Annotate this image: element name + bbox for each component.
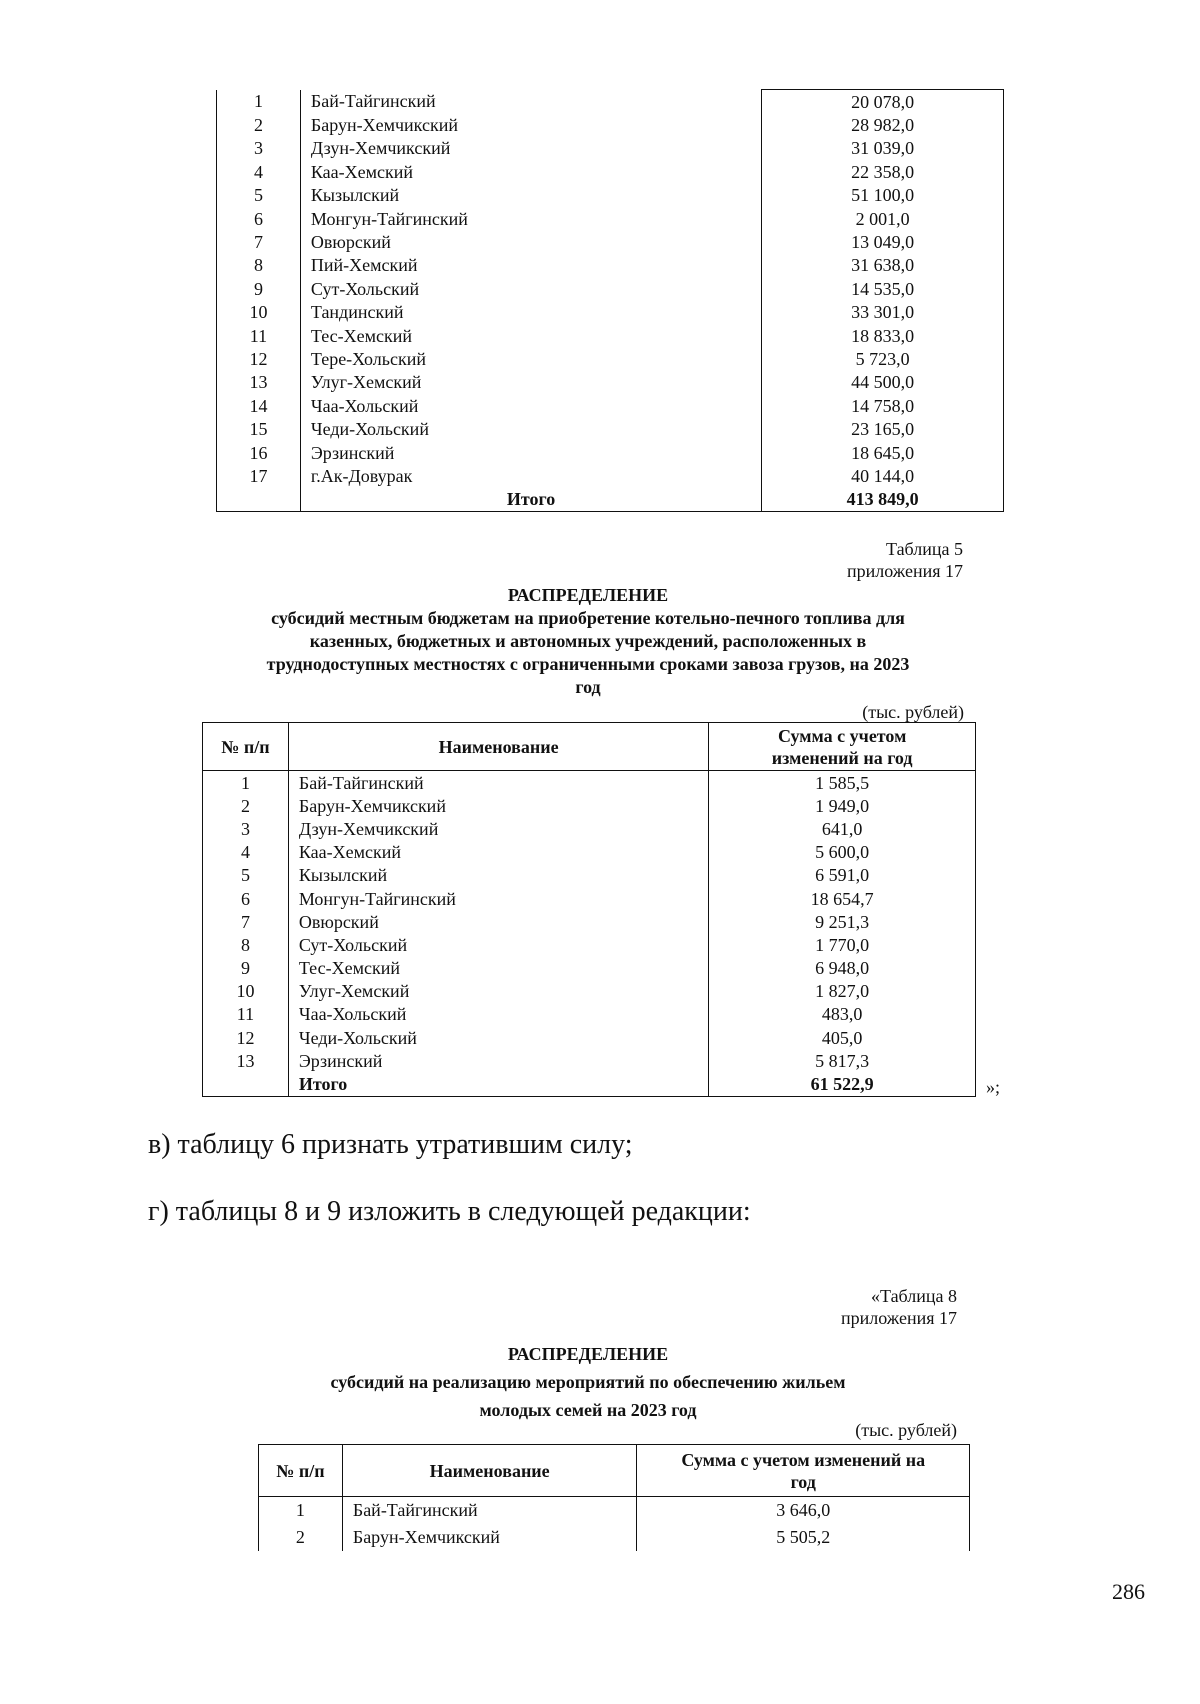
row-name: Дзун-Хемчикский: [288, 817, 708, 840]
table-row: [203, 841, 976, 864]
row-number: 15: [217, 417, 301, 440]
row-sum: 405,0: [709, 1026, 976, 1049]
row-name: Кызылский: [288, 864, 708, 887]
table5-heading: [150, 584, 1026, 699]
row-name: Чаа-Хольский: [310, 395, 419, 416]
row-sum: 51 100,0: [762, 184, 1004, 207]
row-sum: 44 500,0: [762, 371, 1004, 394]
table5-header-name: Наименование: [288, 723, 708, 771]
row-number: 17: [217, 464, 301, 487]
row-sum: 33 301,0: [762, 301, 1004, 324]
table-row: [203, 933, 976, 956]
row-name: Дзун-Хемчикский: [310, 138, 451, 159]
table-row: [203, 957, 976, 980]
row-name: Бай-Тайгинский: [288, 771, 708, 795]
table5-header-sum: [709, 723, 976, 771]
row-sum: 5 505,2: [776, 1527, 831, 1547]
table5-units: (тыс. рублей): [862, 702, 964, 722]
table-row: [217, 277, 1004, 300]
total-row: [203, 1072, 976, 1096]
total-label: Итого: [288, 1072, 708, 1096]
page-number: 286: [1112, 1579, 1145, 1604]
row-sum: 18 833,0: [762, 324, 1004, 347]
row-sum: 3 646,0: [776, 1500, 831, 1521]
row-number: 3: [203, 817, 289, 840]
table5-caption-line1: Таблица 5: [886, 539, 963, 559]
table8-units: (тыс. рублей): [855, 1420, 957, 1440]
table-row: [203, 1003, 976, 1026]
table8-caption-line2: приложения 17: [840, 1308, 957, 1328]
row-number: 7: [203, 910, 289, 933]
table-row: [217, 137, 1004, 160]
table-continuation: [216, 89, 1004, 512]
row-sum: 40 144,0: [762, 464, 1004, 487]
table5-header-sum-line1: Сумма с учетом: [777, 725, 907, 746]
row-number: 2: [259, 1524, 343, 1551]
table-row: [203, 864, 976, 887]
row-number: 5: [203, 864, 289, 887]
row-name: Каа-Хемский: [310, 161, 414, 182]
table5-header-sum-line2: изменений на год: [771, 747, 913, 768]
row-sum: 20 078,0: [762, 90, 1004, 114]
row-number: 12: [217, 347, 301, 370]
row-name: Барун-Хемчикский: [310, 115, 458, 136]
row-name: Овюрский: [310, 232, 391, 253]
total-num-cell: [203, 1072, 289, 1096]
row-number: 1: [203, 771, 289, 795]
row-name: Барун-Хемчикский: [342, 1524, 637, 1551]
row-number: 2: [217, 113, 301, 136]
table5-header-row: [203, 723, 976, 771]
row-sum: 6 948,0: [709, 957, 976, 980]
row-sum: 28 982,0: [762, 113, 1004, 136]
row-number: 8: [217, 254, 301, 277]
table-row: [259, 1524, 970, 1551]
row-number: 4: [203, 841, 289, 864]
row-sum: 23 165,0: [762, 417, 1004, 440]
table-row: [217, 324, 1004, 347]
total-value: 413 849,0: [762, 488, 1004, 512]
row-number: 8: [203, 933, 289, 956]
row-number: 1: [259, 1497, 343, 1524]
table5-subtitle-line2: казенных, бюджетных и автономных учреждений, расположенных в: [309, 631, 867, 651]
table-row: [203, 887, 976, 910]
table-row: [203, 794, 976, 817]
row-sum: 1 949,0: [709, 794, 976, 817]
row-number: 3: [217, 137, 301, 160]
row-sum: 18 645,0: [762, 441, 1004, 464]
table8-title: РАСПРЕДЕЛЕНИЕ: [507, 1344, 669, 1364]
table8-subtitle-line1: субсидий на реализацию мероприятий по обеспечению жильем: [330, 1372, 846, 1392]
row-number: 6: [217, 207, 301, 230]
row-name: Бай-Тайгинский: [310, 91, 436, 112]
row-number: 11: [203, 1003, 289, 1026]
row-number: 5: [217, 184, 301, 207]
table-row: [217, 207, 1004, 230]
row-name: Сут-Хольский: [288, 933, 708, 956]
row-sum: 18 654,7: [709, 887, 976, 910]
table-row: [217, 301, 1004, 324]
row-name: Улуг-Хемский: [288, 980, 708, 1003]
row-name: Улуг-Хемский: [310, 372, 422, 393]
table5-caption-line2: приложения 17: [846, 561, 963, 581]
table-row: [259, 1497, 970, 1524]
table-row: [203, 1049, 976, 1072]
row-sum: 6 591,0: [709, 864, 976, 887]
row-number: 6: [203, 887, 289, 910]
row-name: Тес-Хемский: [288, 957, 708, 980]
table8-header-row: [259, 1445, 970, 1497]
row-sum: 1 770,0: [709, 933, 976, 956]
row-name: Чаа-Хольский: [288, 1003, 708, 1026]
row-number: 11: [217, 324, 301, 347]
table-row: [217, 441, 1004, 464]
row-number: 14: [217, 394, 301, 417]
row-name: Бай-Тайгинский: [342, 1497, 637, 1524]
table5-subtitle-line4: год: [575, 677, 601, 697]
row-sum: 2 001,0: [762, 207, 1004, 230]
total-row: [217, 488, 1004, 512]
total-num-cell: [217, 488, 301, 512]
table-row: [203, 1026, 976, 1049]
row-sum: 5 723,0: [762, 347, 1004, 370]
row-sum: 9 251,3: [709, 910, 976, 933]
table8-header-sum-line2: год: [790, 1471, 816, 1492]
row-name: г.Ак-Довурак: [310, 465, 413, 486]
row-name: Кызылский: [310, 185, 400, 206]
table5: [202, 722, 976, 1097]
row-sum: 5 817,3: [709, 1049, 976, 1072]
row-number: 2: [203, 794, 289, 817]
row-number: 10: [203, 980, 289, 1003]
table-row: [217, 184, 1004, 207]
row-number: 16: [217, 441, 301, 464]
row-name: Тере-Хольский: [310, 348, 426, 369]
table-row: [217, 371, 1004, 394]
row-name: Чеди-Хольский: [288, 1026, 708, 1049]
row-name: Эрзинский: [310, 442, 395, 463]
paragraph-v: в) таблицу 6 признать утратившим силу;: [148, 1129, 633, 1160]
table8-heading: [200, 1340, 976, 1424]
table5-closing-mark: »;: [986, 1077, 1001, 1097]
table-row: [203, 980, 976, 1003]
table8-caption-line1: «Таблица 8: [871, 1286, 957, 1306]
row-sum: 31 039,0: [762, 137, 1004, 160]
table8: [258, 1444, 970, 1551]
table-row: [217, 230, 1004, 253]
row-name: Барун-Хемчикский: [288, 794, 708, 817]
table-row: [217, 113, 1004, 136]
table-row: [217, 417, 1004, 440]
table8-header-num: № п/п: [259, 1445, 343, 1497]
table5-caption: [847, 538, 963, 582]
row-name: Сут-Хольский: [310, 278, 420, 299]
table5-subtitle-line3: труднодоступных местностях с ограниченными сроками завоза грузов, на 2023: [266, 654, 910, 674]
row-number: 13: [217, 371, 301, 394]
table-row: [217, 160, 1004, 183]
table8-header-name: Наименование: [342, 1445, 637, 1497]
row-name: Чеди-Хольский: [310, 419, 429, 440]
table8-caption: [841, 1285, 957, 1329]
row-number: 10: [217, 301, 301, 324]
table8-header-sum-line1: Сумма с учетом изменений на: [681, 1449, 926, 1470]
table-row: [217, 347, 1004, 370]
row-sum: 483,0: [709, 1003, 976, 1026]
row-sum: 641,0: [709, 817, 976, 840]
table-row: [203, 817, 976, 840]
row-number: 1: [217, 90, 301, 114]
row-name: Пий-Хемский: [310, 255, 418, 276]
table5-subtitle-line1: субсидий местным бюджетам на приобретение котельно-печного топлива для: [271, 608, 905, 628]
row-name: Каа-Хемский: [288, 841, 708, 864]
row-sum: 14 535,0: [762, 277, 1004, 300]
row-name: Тандинский: [310, 302, 404, 323]
row-number: 13: [203, 1049, 289, 1072]
row-name: Эрзинский: [288, 1049, 708, 1072]
table-row: [203, 771, 976, 795]
table5-title: РАСПРЕДЕЛЕНИЕ: [507, 585, 669, 605]
row-sum: 31 638,0: [762, 254, 1004, 277]
table-row: [203, 910, 976, 933]
row-sum: 1 827,0: [709, 980, 976, 1003]
row-name: Тес-Хемский: [310, 325, 412, 346]
row-sum: 14 758,0: [762, 394, 1004, 417]
paragraph-g: г) таблицы 8 и 9 изложить в следующей редакции:: [148, 1196, 751, 1227]
row-number: 7: [217, 230, 301, 253]
total-value: 61 522,9: [709, 1072, 976, 1096]
row-sum: 13 049,0: [762, 230, 1004, 253]
row-sum: 5 600,0: [709, 841, 976, 864]
table-row: [217, 90, 1004, 114]
row-name: Монгун-Тайгинский: [288, 887, 708, 910]
row-number: 9: [217, 277, 301, 300]
total-label: Итого: [300, 488, 761, 512]
table8-subtitle-line2: молодых семей на 2023 год: [479, 1400, 697, 1420]
table-row: [217, 464, 1004, 487]
row-number: 4: [217, 160, 301, 183]
row-number: 12: [203, 1026, 289, 1049]
row-name: Овюрский: [288, 910, 708, 933]
row-name: Монгун-Тайгинский: [310, 208, 468, 229]
row-sum: 22 358,0: [762, 160, 1004, 183]
table-row: [217, 394, 1004, 417]
table5-header-num: № п/п: [203, 723, 289, 771]
row-sum: 1 585,5: [709, 771, 976, 795]
row-number: 9: [203, 957, 289, 980]
table8-header-sum: [637, 1445, 970, 1497]
table-row: [217, 254, 1004, 277]
